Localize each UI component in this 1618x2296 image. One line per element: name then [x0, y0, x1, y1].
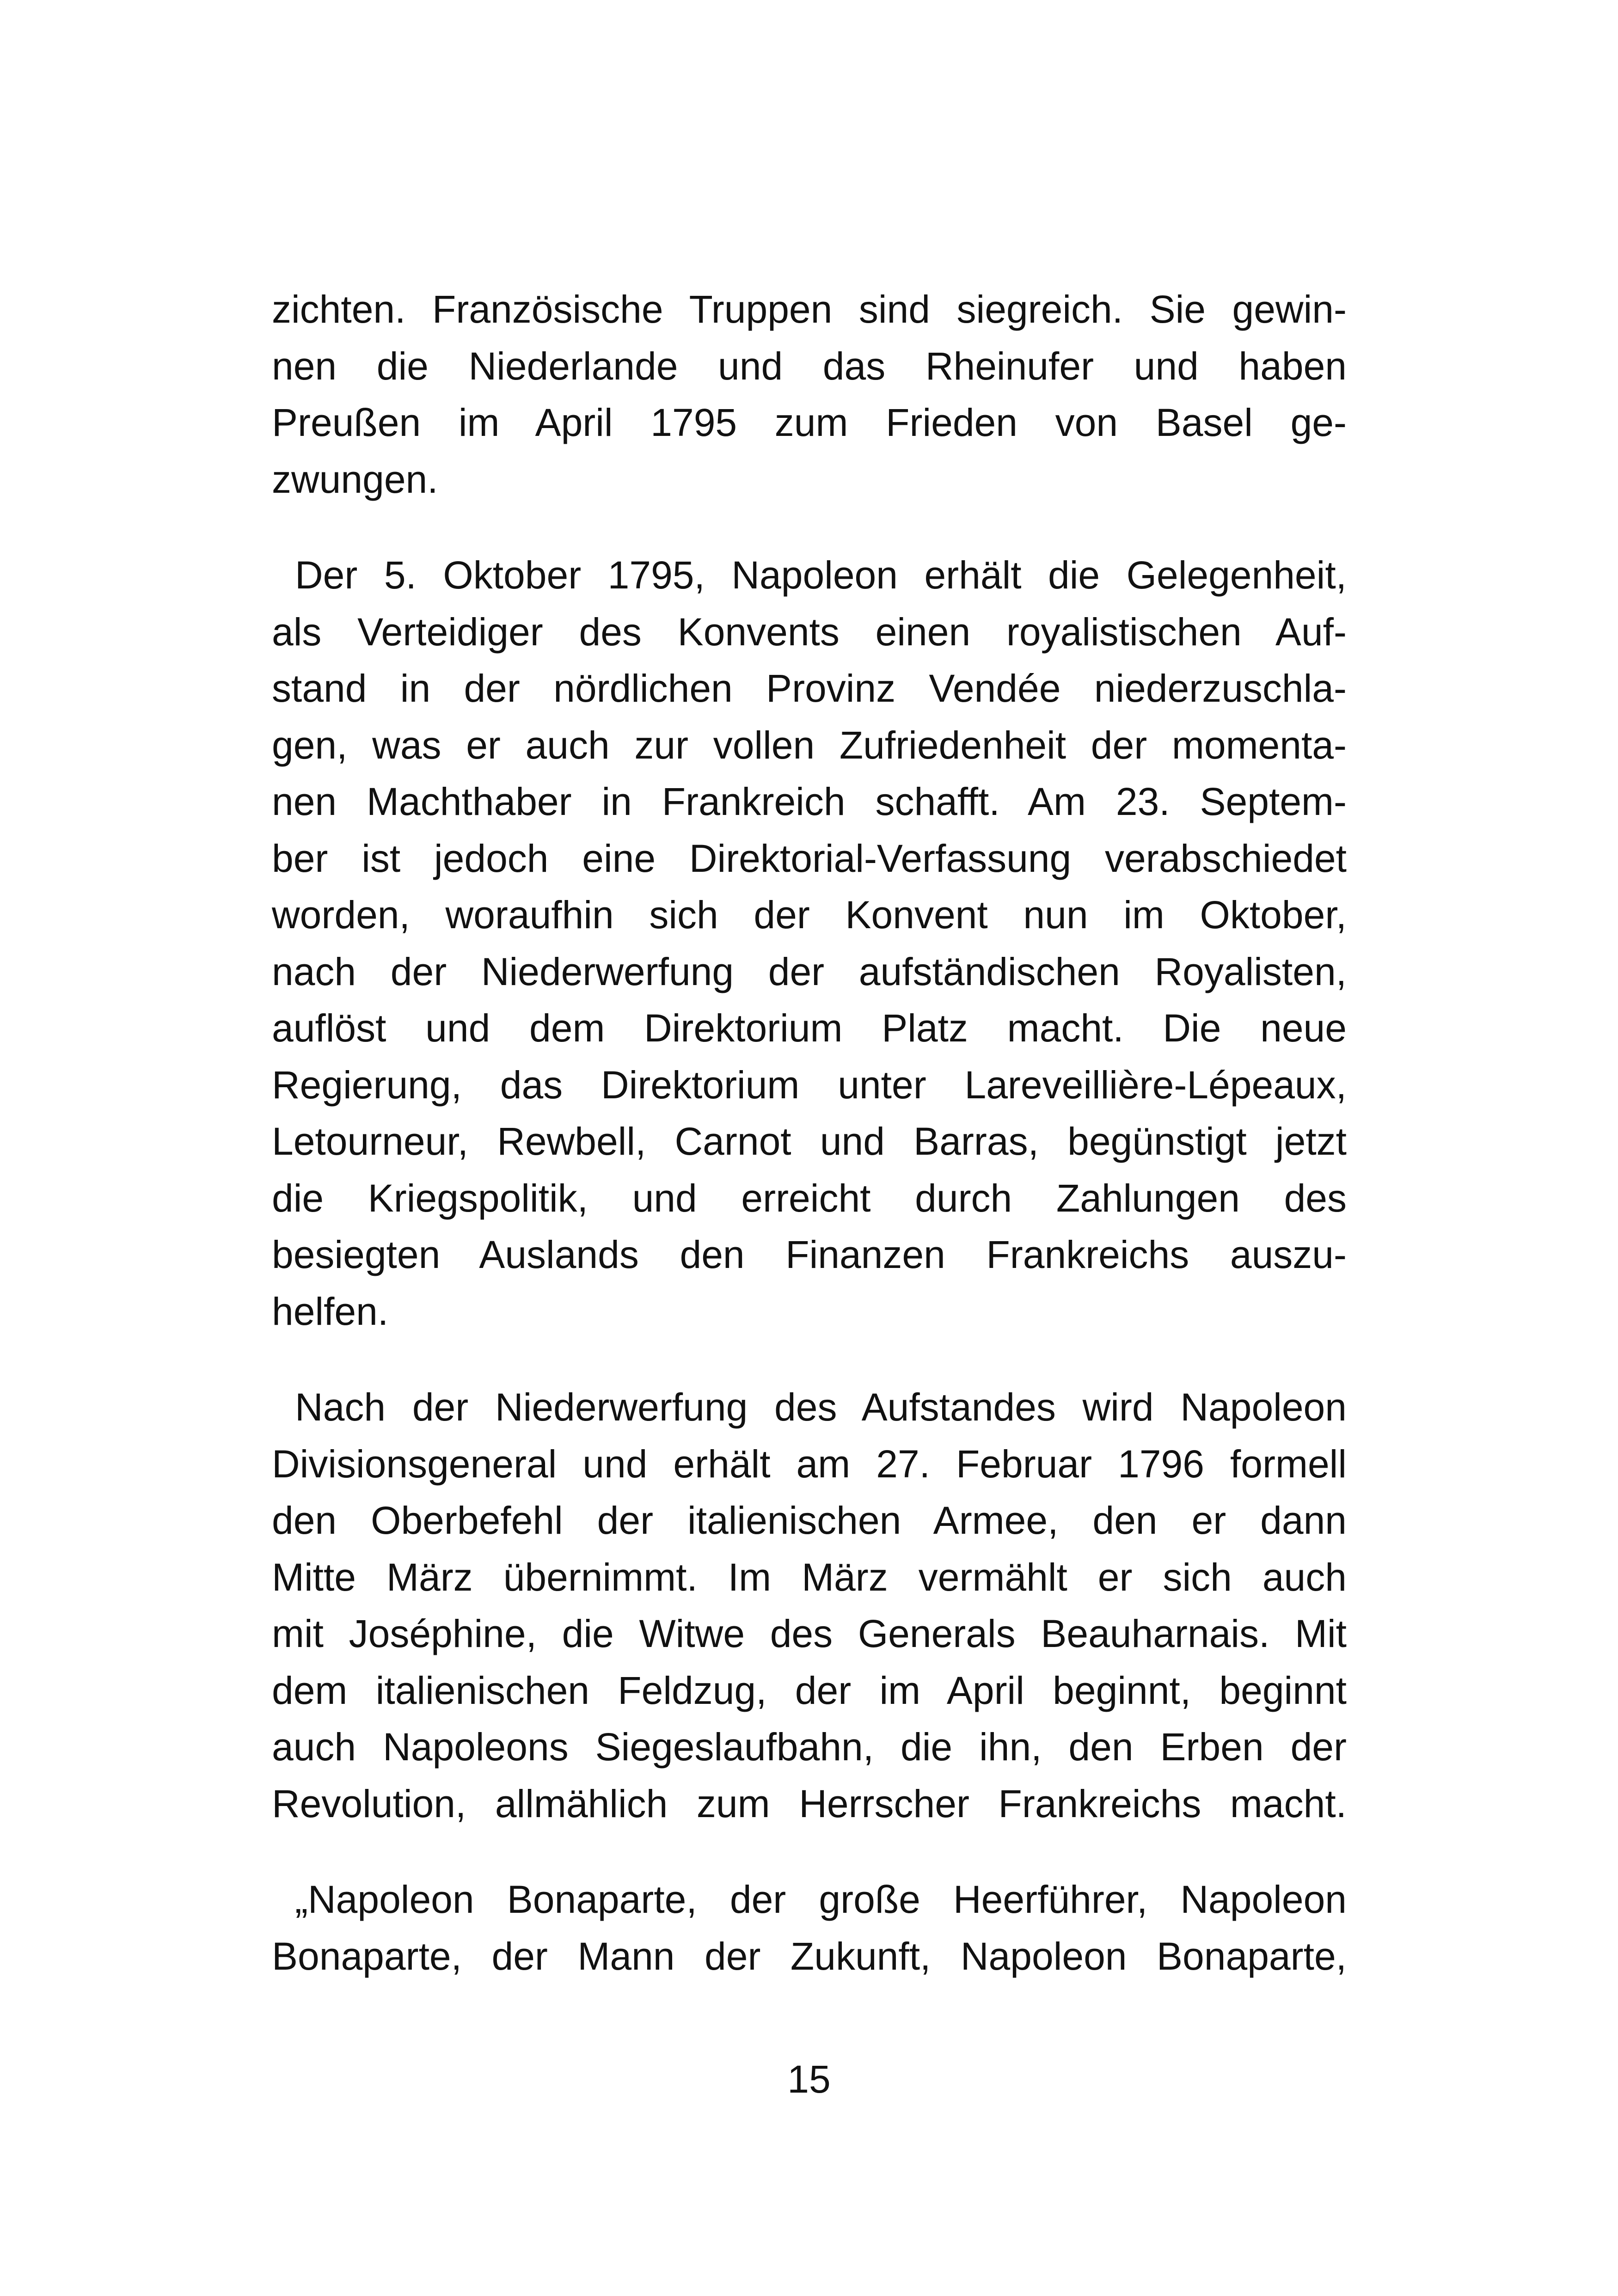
text-line: besiegten Auslands den Finanzen Frankreichs auszu-	[272, 1233, 1347, 1276]
text-line: helfen.	[272, 1289, 389, 1333]
text-line: Divisionsgeneral und erhält am 27. Februar 1796 formell	[272, 1442, 1347, 1486]
text-line: den Oberbefehl der italienischen Armee, den er dann	[272, 1499, 1347, 1542]
page-number: 15	[787, 2057, 831, 2101]
text-line: stand in der nördlichen Provinz Vendée niederzuschla-	[272, 667, 1347, 710]
text-line: Letourneur, Rewbell, Carnot und Barras, begünstigt jetzt	[272, 1120, 1347, 1163]
text-line: gen, was er auch zur vollen Zufriedenheit der momenta-	[272, 723, 1347, 767]
paragraph-gap	[272, 1340, 1347, 1379]
text-line: dem italienischen Feldzug, der im April beginnt, beginnt	[272, 1668, 1347, 1712]
paragraph-gap	[272, 1832, 1347, 1871]
text-line: auch Napoleons Siegeslaufbahn, die ihn, den Erben der	[272, 1725, 1347, 1769]
text-line: nen Machthaber in Frankreich schafft. Am 23. Septem-	[272, 780, 1347, 823]
text-line: Der 5. Oktober 1795, Napoleon erhält die Gelegenheit,	[295, 553, 1347, 597]
text-line: Mitte März übernimmt. Im März vermählt er sich auch	[272, 1555, 1347, 1599]
text-line: Preußen im April 1795 zum Frieden von Basel ge-	[272, 401, 1347, 444]
text-line: worden, woraufhin sich der Konvent nun im Oktober,	[272, 893, 1347, 937]
text-line: die Kriegspolitik, und erreicht durch Zahlungen des	[272, 1176, 1347, 1220]
text-line: nach der Niederwerfung der aufständischen Royalisten,	[272, 949, 1347, 993]
text-line: „Napoleon Bonaparte, der große Heerführer, Napoleon	[295, 1878, 1347, 1921]
text-line: Regierung, das Direktorium unter Lareveillière-Lépeaux,	[272, 1063, 1347, 1107]
text-line: mit Joséphine, die Witwe des Generals Beauharnais. Mit	[272, 1612, 1347, 1655]
text-line: Bonaparte, der Mann der Zukunft, Napoleon Bonaparte,	[272, 1934, 1347, 1978]
text-line: ber ist jedoch eine Direktorial-Verfassung verabschiedet	[272, 836, 1347, 880]
body-text	[272, 281, 1347, 1984]
text-line: als Verteidiger des Konvents einen royalistischen Auf-	[272, 610, 1347, 654]
text-line: zwungen.	[272, 457, 438, 501]
text-line: Revolution, allmählich zum Herrscher Frankreichs macht.	[272, 1782, 1347, 1825]
text-line: zichten. Französische Truppen sind siegreich. Sie gewin-	[272, 288, 1347, 331]
paragraph-gap	[272, 508, 1347, 547]
text-line: Nach der Niederwerfung des Aufstandes wird Napoleon	[295, 1385, 1347, 1429]
text-line: auflöst und dem Direktorium Platz macht. Die neue	[272, 1006, 1347, 1050]
text-line: nen die Niederlande und das Rheinufer und haben	[272, 344, 1347, 388]
